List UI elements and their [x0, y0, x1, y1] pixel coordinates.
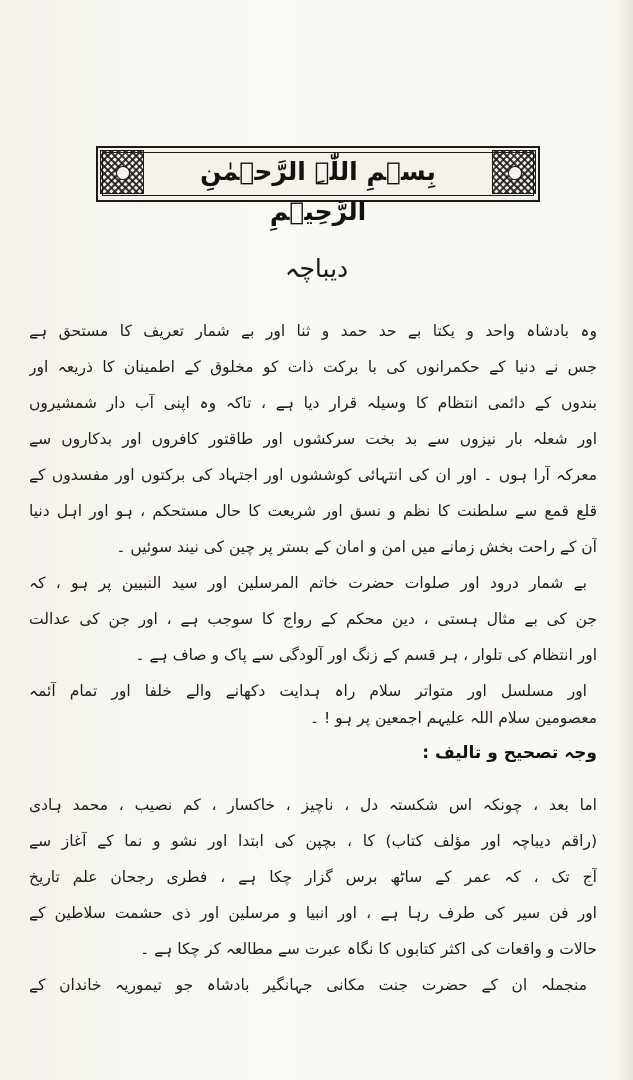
paragraph-1-line-5: معرکہ آرا ہوں ۔ اور ان کی انتہائی کوششوں اور اجتہاد کی برکتوں اور مفسدوں کے — [29, 466, 597, 484]
ornament-left-icon — [100, 150, 144, 194]
ornament-right-icon — [492, 150, 536, 194]
page-edge-shadow — [615, 0, 633, 1080]
paragraph-1-line-1: وہ بادشاہ واحد و یکتا بے حد حمد و ثنا اور بے شمار تعریف کا مستحق ہے — [29, 322, 597, 340]
paragraph-5-line-1: منجملہ ان کے حضرت جنت مکانی جہانگیر بادشاہ جو تیموریہ خاندان کے — [29, 976, 587, 994]
bismillah-text: بِسۡمِ اللّٰہِ الرَّحۡمٰنِ الرَّحِیۡمِ — [200, 157, 436, 226]
paragraph-4-line-1: اما بعد ، چونکہ اس شکستہ دل ، ناچیز ، خاکسار ، کم نصیب ، محمد ہادی — [29, 796, 597, 814]
paragraph-2-line-2: جن کی بے مثال ہستی ، دین محکم کے رواج کا سوجب ہے ، اور جن کی عدالت — [29, 610, 597, 628]
paragraph-1-line-2: جس نے دنیا کے حکمرانوں کی با برکت ذات کو مخلوق کے اطمینان کا ذریعہ اور — [29, 358, 597, 376]
paragraph-4-line-2: (راقم دیباچہ اور مؤلف کتاب) کا ، بچپن کی ابتدا اور نشو و نما کے آغاز سے — [29, 832, 597, 850]
paragraph-1-line-7: آن کے راحت بخش زمانے میں امن و امان کے بستر پر چین کی نیند سوئیں ۔ — [116, 538, 597, 556]
paragraph-1-line-3: بندوں کے دائمی انتظام کا وسیلہ قرار دیا ہے ، تاکہ وہ اپنی آب دار شمشیروں — [29, 394, 597, 412]
paragraph-2-line-3: اور انتظام کی تلوار ، ہر قسم کے زنگ اور آلودگی سے پاک و صاف ہے ۔ — [135, 646, 597, 664]
ornament-left-rosette — [116, 166, 130, 180]
paragraph-2-line-1: بے شمار درود اور صلوات حضرت خاتم المرسلین اور سید النبیین پر ہو ، کہ — [29, 574, 587, 592]
paragraph-1-line-4: اور شعلہ بار نیزوں سے بد بخت سرکشوں اور طاقتور کافروں اور بدکاروں سے — [29, 430, 597, 448]
page-title: دیباچہ — [284, 254, 349, 283]
bismillah-banner — [96, 146, 540, 226]
ornament-right-rosette — [508, 166, 522, 180]
paragraph-4-line-3: آج تک ، کہ عمر کے ساٹھ برس گزار چکا ہے ، فطری رجحان علم تاریخ — [29, 868, 597, 886]
paragraph-3-line-1: اور مسلسل اور متواتر سلام راہ ہدایت دکھانے والے خلفا اور تمام آئمہ — [29, 682, 587, 700]
paragraph-4-line-5: حالات و واقعات کی اکثر کتابوں کا نگاہ عبرت سے مطالعہ کر چکا ہے ۔ — [140, 940, 597, 958]
section-subheading: وجہ تصحیح و تالیف : — [422, 743, 597, 763]
paragraph-1-line-6: قلع قمع سے سلطنت کا نظم و نسق اور شریعت کا حال مستحکم ، ہو اور اہل دنیا — [29, 502, 597, 520]
paragraph-4-line-4: اور فن سیر کی طرف رہا ہے ، اور انبیا و مرسلین اور ذی حشمت سلاطین کے — [29, 904, 597, 922]
paragraph-3-line-2: معصومین سلام اللہ علیہم اجمعین پر ہو ! ۔ — [309, 709, 597, 727]
